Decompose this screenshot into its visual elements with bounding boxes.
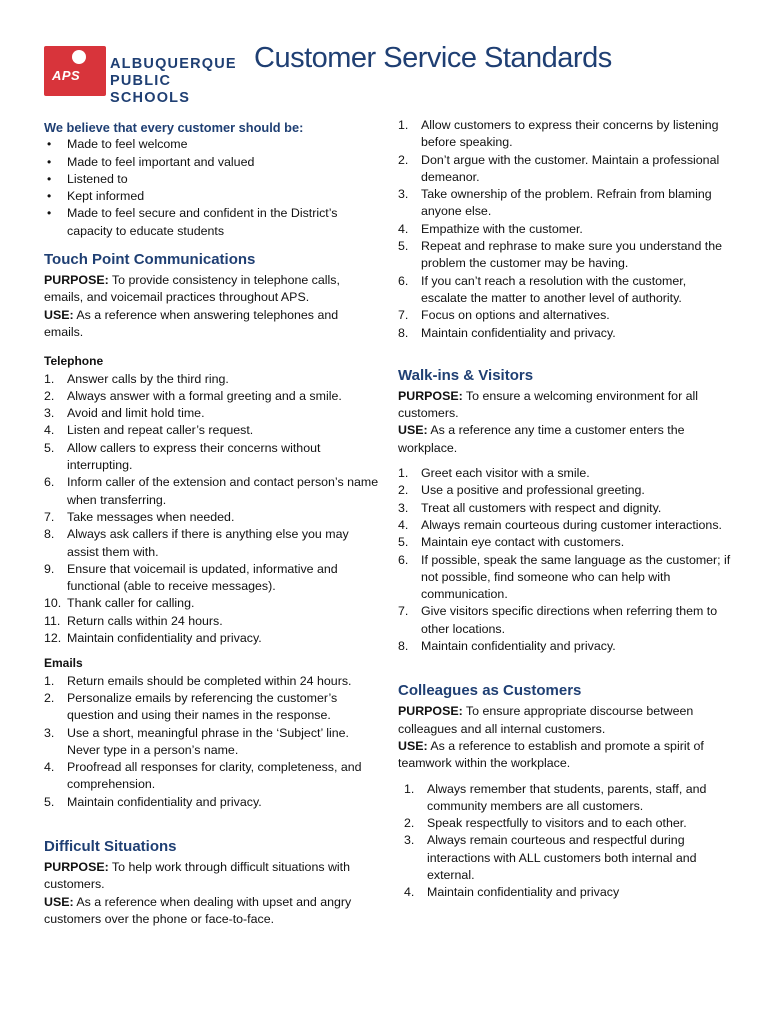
use-text: As a reference when answering telephones and emails. bbox=[44, 307, 339, 339]
use-text: As a reference to establish and promote a spirit of teamwork within the workplace. bbox=[398, 738, 704, 771]
list-item: 3. Always remain courteous and respectful during interactions with ALL customers both internal and external. bbox=[404, 833, 697, 882]
intro-list bbox=[44, 136, 379, 240]
touch-point-use bbox=[44, 307, 379, 342]
list-item: 10. Thank caller for calling. bbox=[44, 596, 195, 611]
purpose-label: PURPOSE: bbox=[398, 388, 463, 403]
list-item: 3. Take ownership of the problem. Refrain from blaming anyone else. bbox=[398, 187, 712, 219]
purpose-label: PURPOSE: bbox=[44, 273, 109, 288]
difficult-list bbox=[398, 117, 733, 342]
list-item: 1. Greet each visitor with a smile. bbox=[398, 466, 590, 481]
list-item: 5. Maintain eye contact with customers. bbox=[398, 535, 625, 550]
logo-line-1: ALBUQUERQUE bbox=[110, 56, 237, 72]
colleagues-list bbox=[398, 781, 733, 902]
list-item: 4. Maintain confidentiality and privacy bbox=[404, 885, 620, 900]
list-item: 2. Personalize emails by referencing the customer’s question and using their names in the response. bbox=[44, 690, 338, 723]
purpose-text: To help work through difficult situations with customers. bbox=[44, 859, 351, 892]
page-title: Customer Service Standards bbox=[254, 42, 612, 74]
list-item: 12. Maintain confidentiality and privacy. bbox=[44, 631, 262, 646]
list-item: 8. Maintain confidentiality and privacy. bbox=[398, 325, 616, 340]
logo-line-2: PUBLIC SCHOOLS bbox=[110, 73, 191, 106]
apple-icon bbox=[72, 50, 86, 64]
telephone-list bbox=[44, 371, 379, 648]
walkins-use bbox=[398, 422, 733, 457]
touch-point-purpose bbox=[44, 272, 379, 307]
telephone-heading: Telephone bbox=[44, 354, 104, 369]
list-item: 6. If you can’t reach a resolution with the customer, escalate the matter to another level of authority. bbox=[398, 273, 687, 305]
list-item: 11. Return calls within 24 hours. bbox=[44, 613, 223, 628]
use-text: As a reference any time a customer enters the workplace. bbox=[398, 423, 685, 455]
list-item: 1. Allow customers to express their concerns by listening before speaking. bbox=[398, 118, 719, 150]
list-item: 1. Answer calls by the third ring. bbox=[44, 371, 229, 386]
list-item: 5. Repeat and rephrase to make sure you understand the problem the customer may be having. bbox=[398, 239, 723, 271]
list-item: 3. Treat all customers with respect and dignity. bbox=[398, 500, 662, 515]
right-column bbox=[398, 116, 733, 902]
list-item: • Listened to bbox=[44, 171, 379, 188]
colleagues-use bbox=[398, 738, 733, 773]
list-item: • Kept informed bbox=[44, 188, 379, 205]
use-label: USE: bbox=[398, 423, 428, 438]
left-column bbox=[44, 116, 379, 928]
list-item: 7. Take messages when needed. bbox=[44, 509, 235, 524]
logo-mark-text: APS bbox=[52, 68, 81, 83]
touch-point-heading: Touch Point Communications bbox=[44, 251, 256, 269]
list-item: 5. Maintain confidentiality and privacy. bbox=[44, 794, 262, 809]
list-item: • Made to feel important and valued bbox=[44, 154, 379, 171]
walkins-list bbox=[398, 465, 733, 655]
aps-logo bbox=[44, 46, 239, 106]
walkins-heading-left-placeholder: Difficult Situations bbox=[44, 837, 177, 855]
emails-list bbox=[44, 673, 379, 811]
list-item: 7. Focus on options and alternatives. bbox=[398, 308, 610, 323]
list-item: 4. Always remain courteous during customer interactions. bbox=[398, 517, 722, 532]
list-item: 6. If possible, speak the same language as the customer; if not possible, find someone who can help with communication. bbox=[398, 552, 731, 602]
purpose-label: PURPOSE: bbox=[398, 704, 463, 719]
list-item: • Made to feel secure and confident in the District’s capacity to educate students bbox=[44, 205, 379, 240]
header bbox=[44, 44, 734, 104]
walkins-purpose bbox=[398, 388, 733, 423]
logo-text bbox=[110, 56, 239, 107]
list-item: 2. Always answer with a formal greeting and a smile. bbox=[44, 388, 342, 403]
purpose-label: PURPOSE: bbox=[44, 859, 109, 874]
colleagues-purpose bbox=[398, 703, 733, 738]
list-item: 2. Use a positive and professional greeting. bbox=[398, 483, 645, 498]
difficult-use bbox=[44, 894, 379, 929]
list-item: 2. Don’t argue with the customer. Maintain a professional demeanor. bbox=[398, 152, 720, 184]
list-item: 4. Listen and repeat caller’s request. bbox=[44, 423, 254, 438]
purpose-text: To ensure appropriate discourse between colleagues and all internal customers. bbox=[398, 704, 694, 736]
use-label: USE: bbox=[44, 307, 74, 322]
list-item: 1. Always remember that students, parents, staff, and community members are all customers. bbox=[404, 781, 707, 813]
list-item: 7. Give visitors specific directions when referring them to other locations. bbox=[398, 604, 718, 636]
difficult-purpose bbox=[44, 859, 379, 894]
use-label: USE: bbox=[44, 894, 74, 909]
list-item: 2. Speak respectfully to visitors and to each other. bbox=[404, 816, 687, 831]
list-item: 9. Ensure that voicemail is updated, informative and functional (able to receive messages). bbox=[44, 561, 338, 594]
list-item: 3. Avoid and limit hold time. bbox=[44, 406, 205, 421]
list-item: 4. Empathize with the customer. bbox=[398, 221, 583, 236]
list-item: 8. Maintain confidentiality and privacy. bbox=[398, 639, 616, 654]
list-item: 8. Always ask callers if there is anything else you may assist them with. bbox=[44, 527, 349, 559]
list-item: 5. Allow callers to express their concerns without interrupting. bbox=[44, 440, 321, 473]
walkins-heading: Walk-ins & Visitors bbox=[398, 366, 534, 384]
use-label: USE: bbox=[398, 738, 428, 753]
list-item: 6. Inform caller of the extension and contact person’s name when transferring. bbox=[44, 475, 379, 507]
colleagues-heading: Colleagues as Customers bbox=[398, 682, 582, 700]
intro-heading: We believe that every customer should be: bbox=[44, 120, 304, 135]
purpose-text: To ensure a welcoming environment for all customers. bbox=[398, 388, 699, 421]
emails-heading: Emails bbox=[44, 656, 83, 671]
use-text: As a reference when dealing with upset and angry customers over the phone or face-to-face. bbox=[44, 894, 352, 926]
purpose-text: To provide consistency in telephone calls, emails, and voicemail practices throughout APS. bbox=[44, 273, 340, 305]
list-item: 1. Return emails should be completed within 24 hours. bbox=[44, 673, 352, 688]
list-item: 4. Proofread all responses for clarity, completeness, and comprehension. bbox=[44, 760, 362, 792]
aps-logo-mark bbox=[44, 46, 106, 96]
list-item: 3. Use a short, meaningful phrase in the ‘Subject’ line. Never type in a person’s name. bbox=[44, 725, 349, 757]
list-item: • Made to feel welcome bbox=[44, 136, 379, 153]
